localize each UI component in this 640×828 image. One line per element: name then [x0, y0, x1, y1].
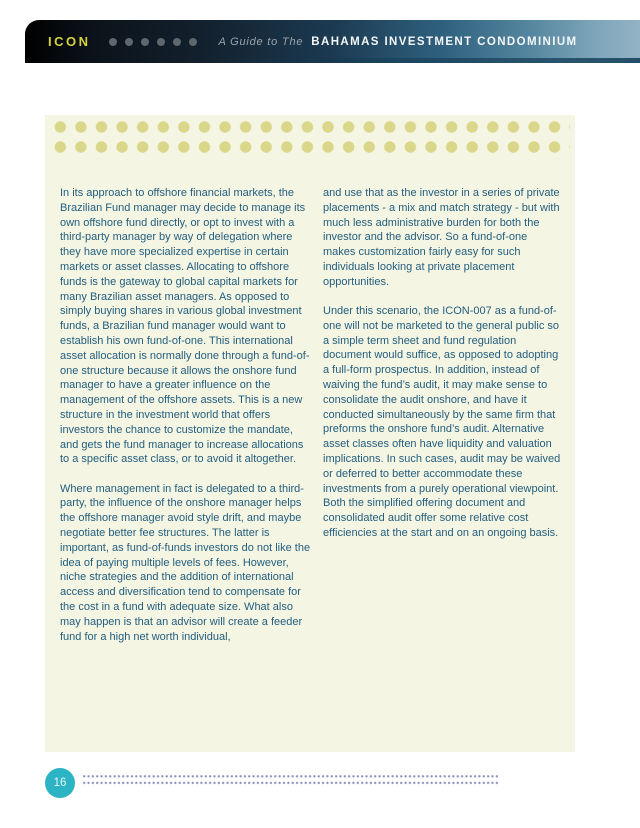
paragraph: and use that as the investor in a series of private placements - a mix and match strategy - but with much less administrative burden for both the investor and the advisor. So a fund-of-one makes customization fairly easy for such individuals looking at private placement opportunities. [323, 187, 560, 288]
footer-dotted-line [82, 773, 498, 786]
brand-logo: ICON [48, 34, 91, 49]
header-dots [109, 38, 205, 46]
header-dot [173, 38, 181, 46]
header-dot [141, 38, 149, 46]
right-column [323, 186, 562, 734]
content-panel [45, 115, 575, 752]
page-number-badge [45, 768, 75, 798]
paragraph: In its approach to offshore financial markets, the Brazilian Fund manager may decide to manage its own offshore fund directly, or opt to invest with a third-party manager by way of delegation where they have more specialized expertise in certain markets or asset classes. Allocating to offshore funds is the gateway to global capital markets for many Brazilian asset managers. As opposed to simply buying shares in various global investment funds, a Brazilian fund manager would want to establish his own fund-of-one. This international asset allocation is normally done through a fund-of-one structure because it allows the onshore fund manager to have a greater influence on the management of the offshore assets. This is a new structure in the investment world that offers investors the chance to customize the mandate, and gets the fund manager to increase allocations to a specific asset class, or to avoid it altogether. [60, 187, 310, 466]
dots-pattern [50, 117, 570, 157]
text-columns [60, 186, 562, 734]
page-number: 16 [53, 777, 67, 789]
header-dot [125, 38, 133, 46]
left-column [60, 186, 311, 734]
header-dot [157, 38, 165, 46]
header-subtitle: A Guide to The [218, 35, 304, 48]
header-title: BAHAMAS INVESTMENT CONDOMINIUM [311, 35, 578, 48]
header-bar [25, 20, 640, 63]
header-dot [109, 38, 117, 46]
header-dot [189, 38, 197, 46]
paragraph: Where management in fact is delegated to a third-party, the influence of the onshore manager helps the offshore manager avoid style drift, and maybe negotiate better fee structures. The latter is important, as fund-of-funds investors do not like the idea of paying multiple levels of fees. However, niche strategies and the addition of international access and diversification tend to compensate for the cost in a fund with adequate size. What also may happen is that an advisor will create a feeder fund for a high net worth individual, [60, 482, 311, 643]
paragraph: Under this scenario, the ICON-007 as a fund-of-one will not be marketed to the general public so a simple term sheet and fund regulation document would suffice, as opposed to adopting a full-form prospectus. In addition, instead of waiving the fund’s audit, it may make sense to consolidate the audit onshore, and have it conducted simultaneously by the same firm that preforms the onshore fund’s audit. Alternative asset classes often have liquidity and valuation implications. In such cases, audit may be waived or deferred to better accommodate these investments from a purely operational viewpoint. Both the simplified offering document and consolidated audit offer some relative cost efficiencies at the start and on an ongoing basis. [323, 305, 561, 540]
